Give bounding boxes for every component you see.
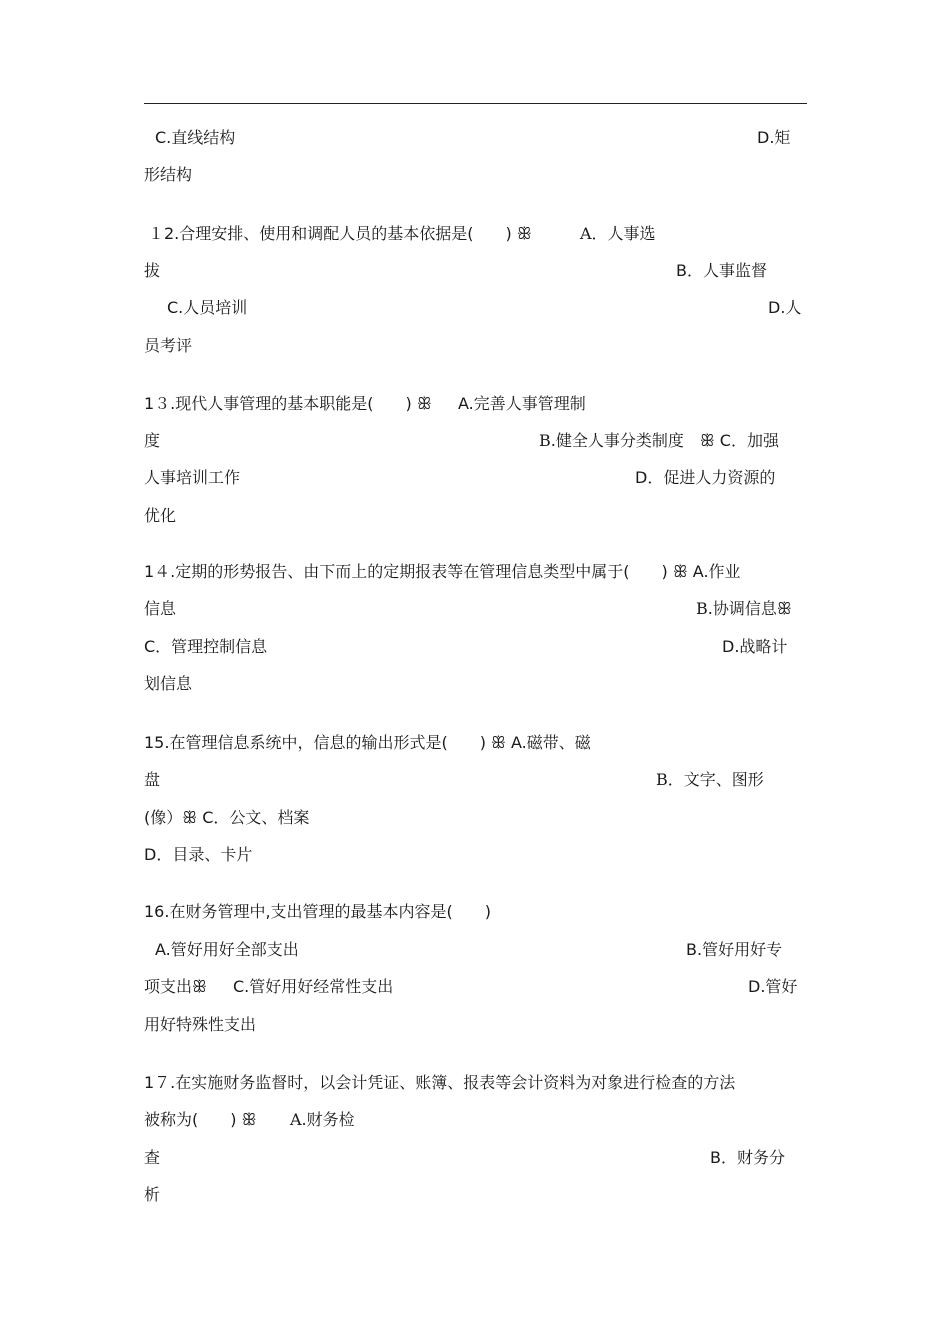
option-a-cont: 拔 (144, 261, 161, 280)
question-13: 1３.现代人事管理的基本职能是( ) ꕥ (144, 394, 432, 413)
bullet-icon: ꕥ (672, 562, 688, 581)
option-d-cont: 员考评 (144, 336, 193, 355)
bullet-icon: ꕥ (192, 977, 207, 996)
bullet-icon: ꕥ (416, 394, 432, 413)
question-15: 15.在管理信息系统中，信息的输出形式是( ) ꕥ A.磁带、磁 (144, 733, 591, 752)
option-b: B.健全人事分类制度 ꕥ C．加强 (539, 431, 779, 450)
option-a-cont: 信息 (144, 599, 177, 618)
option-b-cont: 项支出ꕥ (144, 977, 207, 996)
option-d-cont: 形结构 (144, 165, 193, 184)
question-17: 1７.在实施财务监督时，以会计凭证、账簿、报表等会计资料为对象进行检查的方法 (144, 1073, 736, 1092)
option-d: D.战略计 (722, 637, 788, 656)
question-12: １2.合理安排、使用和调配人员的基本依据是( ) ꕥ (148, 224, 532, 243)
option-b-cont: (像）ꕥ C．公文、档案 (144, 808, 310, 827)
bullet-icon: ꕥ (776, 599, 792, 618)
option-c: C．管理控制信息 (144, 637, 268, 656)
option-a-cont: 盘 (144, 770, 161, 789)
option-d: D.矩 (757, 128, 791, 147)
option-d: D.人 (768, 298, 802, 317)
option-a: A.完善人事管理制 (458, 394, 586, 413)
question-14: 1４.定期的形势报告、由下而上的定期报表等在管理信息类型中属于( ) ꕥ A.作业 (144, 562, 741, 581)
option-d-cont: 用好特殊性支出 (144, 1015, 257, 1034)
option-c: C.人员培训 (167, 298, 248, 317)
option-b: B.管好用好专 (686, 940, 783, 959)
option-c-cont: 人事培训工作 (144, 468, 241, 487)
option-b: B．文字、图形 (656, 770, 764, 789)
option-c: C.直线结构 (155, 128, 236, 147)
option-b: B．人事监督 (676, 261, 767, 280)
option-a-cont: 查 (144, 1148, 161, 1167)
bullet-icon: ꕥ (516, 224, 532, 243)
option-a: A．人事选 (580, 224, 656, 243)
option-a: A.管好用好全部支出 (155, 940, 299, 959)
option-c: C.管好用好经常性支出 (233, 977, 394, 996)
option-a: A.财务检 (290, 1110, 355, 1129)
option-d-cont: 优化 (144, 506, 177, 525)
bullet-icon: ꕥ (491, 733, 506, 752)
question-16: 16.在财务管理中,支出管理的最基本内容是( ) (144, 902, 492, 921)
option-b: B．财务分 (710, 1148, 785, 1167)
bullet-icon: ꕥ (182, 808, 198, 827)
bullet-icon: ꕥ (241, 1110, 257, 1129)
bullet-icon: ꕥ (699, 431, 715, 450)
question-17-cont: 被称为( ) ꕥ (144, 1110, 257, 1129)
option-b-cont: 析 (144, 1185, 161, 1204)
option-d-cont: 划信息 (144, 674, 193, 693)
option-b: B.协调信息ꕥ (696, 599, 792, 618)
option-d: D．目录、卡片 (144, 845, 253, 864)
option-d: D．促进人力资源的 (635, 468, 776, 487)
option-a-cont: 度 (144, 431, 161, 450)
header-rule (144, 103, 807, 104)
option-d: D.管好 (748, 977, 798, 996)
